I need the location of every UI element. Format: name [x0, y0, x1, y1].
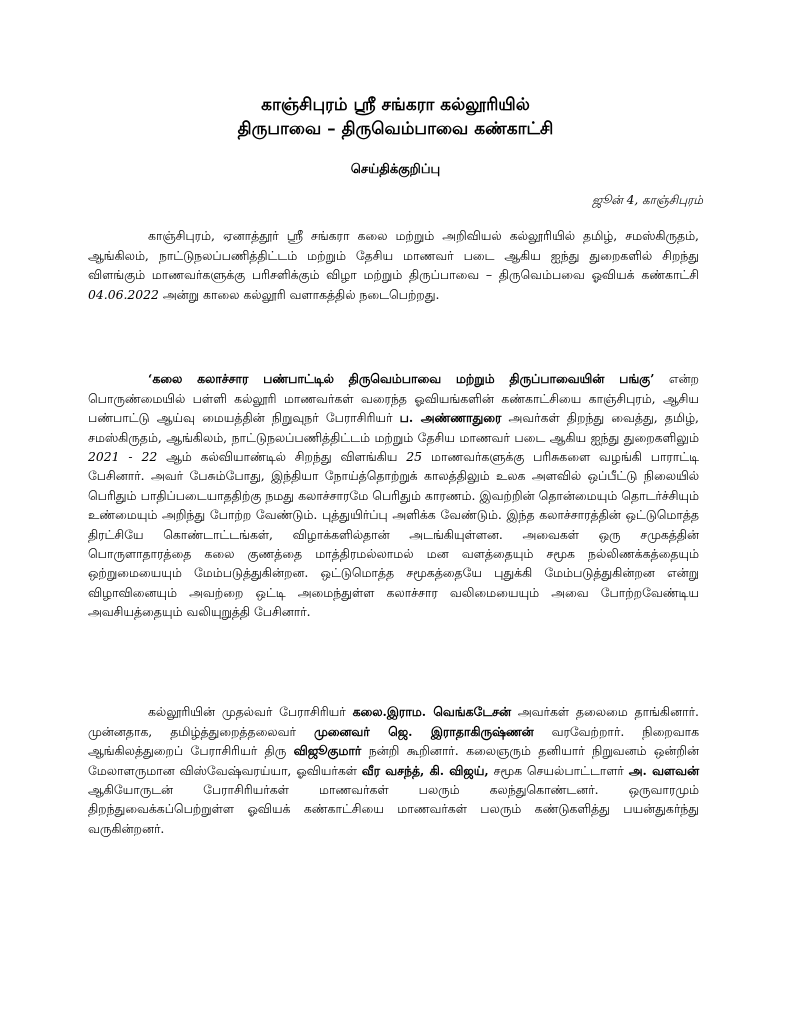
- p2-text-d: மாணவர்களுக்கு பரிசுகளை வழங்கி பாராட்டி பேசினார். அவர் பேசும்போது, இந்தியா நோய்த்தொற்றுக் காலத்திலும் உலக அளவில் ஒப்பீட்டு நிலையில் பெரிதும் பாதிப்படையாததிற்கு நமது கலாச்சாரமே பெரிதும் காரணம். இவற்றின் தொன்மையும் தொடர்ச்சியும் உண்மையும் அறிந்து போற்ற வேண்டும். புத்துயிர்ப்பு அளிக்க வேண்டும். இந்த கலாச்சாரத்தின் ஒட்டுமொத்த திரட்சியே கொண்டாட்டங்கள், விழாக்களில்தான் அடங்கியுள்ளன. அவைகள் ஒரு சமுகத்தின் பொருளாதாரத்தை கலை குணத்தை மாத்திரமல்லாமல் மன வளத்தையும் சமூக நல்லிணக்கத்தையும் ஒற்றுமையையும் மேம்படுத்துகின்றன. ஒட்டுமொத்த சமூகத்தையே புதுக்கி மேம்படுத்துகின்றன என்று விழாவினையும் அவற்றை ஒட்டி அமைந்துள்ள கலாச்சார வலிமையையும் அவை போற்றவேண்டிய அவசியத்தையும் வலியுறுத்தி பேசினார்.: [88, 449, 699, 620]
- p1-text-b: அன்று காலை கல்லூரி வளாகத்தில் நடைபெற்றது.: [158, 286, 440, 302]
- academic-year: 2021 - 22: [88, 449, 158, 465]
- paragraph-2: [88, 369, 699, 621]
- p3-text-b: அவர்கள் தலைமை தாங்கினார். முன்னதாக, தமிழ்த்துறைத்தலைவர்: [88, 704, 699, 739]
- p2-text-c: ஆம் கல்வியாண்டில் சிறந்து விளங்கிய: [157, 449, 407, 465]
- p3-text-e: சமூக செயல்பாட்டாளர்: [488, 762, 629, 778]
- p3-text-f: ஆகியோருடன் பேராசிரியர்கள் மாணவர்கள் பலரும் கலந்துகொண்டனர். ஒருவாரமும் திறந்துவைக்கப்பெற்றுள்ள ஓவியக் கண்காட்சியை மாணவர்கள் பலரும் கண்டுகளித்து பயன்துகர்ந்து வருகின்றனர்.: [88, 782, 699, 836]
- artist-names: வீர வசந்த், கி. விஜய்,: [361, 762, 489, 778]
- exhibition-theme: ‘கலை கலாச்சார பண்பாட்டில் திருவெம்பாவை மற்றும் திருப்பாவையின் பங்கு’: [148, 371, 655, 387]
- dateline: ஜூன் 4, காஞ்சிபுரம்: [592, 193, 703, 207]
- p1-text-a: காஞ்சிபுரம், ஏனாத்தூர் ஸ்ரீ சங்கரா கலை மற்றும் அறிவியல் கல்லூரியில் தமிழ், சமஸ்கிருதம், ஆங்கிலம், நாட்டுநலப்பணித்திட்டம் மற்றும் தேசிய மாணவர் படை ஆகிய ஐந்து துறைகளில் சிறந்து விளங்கும் மாணவர்களுக்கு பரிசளிக்கும் விழா மற்றும் திருப்பாவை – திருவெம்பவை ஓவியக் கண்காட்சி: [88, 228, 699, 283]
- english-professor-name: விஜூகுமார்: [293, 743, 362, 759]
- principal-name: கலை.இராம. வெங்கடேசன்: [352, 704, 512, 720]
- p2-text-a: என்ற பொருண்மையில் பள்ளி கல்லூரி மாணவர்கள் வரைந்த ஓவியங்களின் கண்காட்சியை காஞ்சிபுரம், ஆசிய பண்பாட்டு ஆய்வு மையத்தின் நிறுவுநர் பேராசிரியர்: [88, 371, 699, 426]
- p3-text-a: கல்லூரியின் முதல்வர் பேராசிரியர்: [148, 704, 353, 720]
- chief-guest-name: ப. அண்ணாதுரை: [399, 410, 502, 426]
- tamil-head-name: முனைவர் ஜெ. இராதாகிருஷ்ணன்: [313, 723, 534, 739]
- paragraph-3: [88, 702, 699, 838]
- student-count: 25: [406, 449, 423, 465]
- paragraph-1: [88, 226, 699, 304]
- p3-text-d: நன்றி கூறினார். கலைஞரும் தனியார் நிறுவனம் ஒன்றின் மேலாளருமான விஸ்வேஷ்வரய்யா, ஓவியர்கள்: [88, 743, 699, 778]
- title-line-1: காஞ்சிபுரம் ஸ்ரீ சங்கரா கல்லூரியில்: [261, 95, 530, 115]
- event-date: 04.06.2022: [88, 286, 159, 302]
- title-line-2: திருபாவை – திருவெம்பாவை கண்காட்சி: [237, 119, 554, 139]
- p3-text-c: வரவேற்றார். நிறைவாக ஆங்கிலத்துறைப் பேராசிரியர் திரு: [88, 723, 699, 759]
- press-release-heading: செய்திக்குறிப்பு: [350, 162, 441, 177]
- p2-text-b: அவர்கள் திறந்து வைத்து, தமிழ், சமஸ்கிருதம், ஆங்கிலம், நாட்டுநலப்பணித்திட்டம் மற்றும் தேசிய மாணவர் படை ஆகிய ஐந்து துறைகளிலும்: [88, 410, 699, 445]
- activist-name: அ. வளவன்: [628, 762, 699, 778]
